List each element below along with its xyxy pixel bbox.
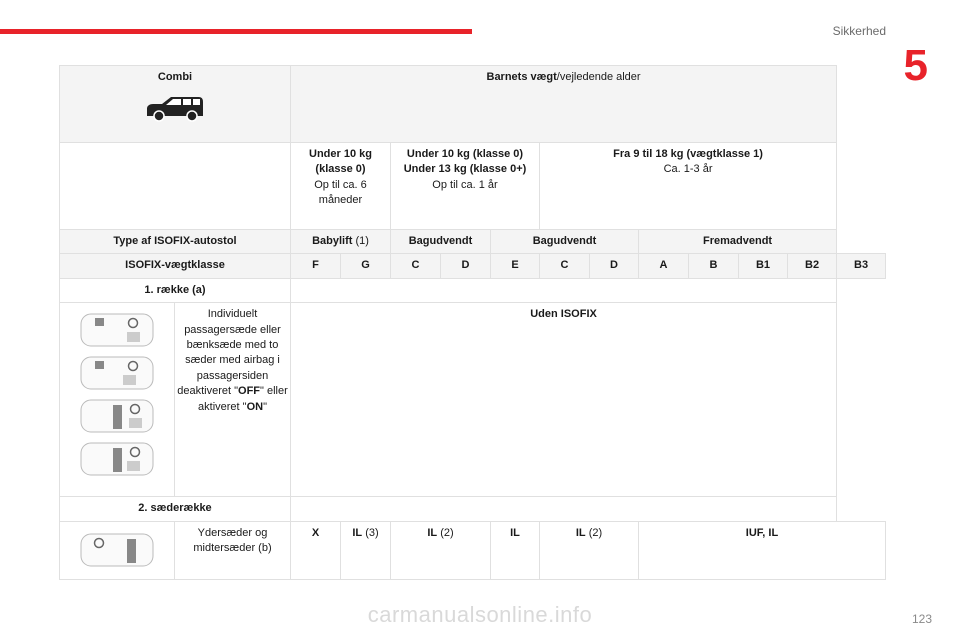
weight-group-2 (391, 143, 540, 230)
page-number: 123 (911, 612, 932, 626)
row2-value-2 (341, 521, 391, 579)
vehicle-name: Combi (157, 71, 193, 83)
type-bagudvendt-2: Bagudvendt (491, 230, 639, 254)
weight-header-cell (291, 66, 837, 143)
watermark: carmanualsonline.info (367, 602, 593, 627)
row2-value-2-code: IL (352, 526, 363, 539)
weights-empty-cell (60, 143, 291, 230)
row1-label: 1. række (a) (60, 278, 291, 302)
type-fremadvendt: Fremadvendt (639, 230, 837, 254)
row1-desc-a: Individuelt passagersæde eller bænksæde med to sæder med airbag i passagersiden deaktiveret " (177, 308, 281, 398)
weight-group-3-age: Ca. 1-3 år (663, 163, 713, 176)
car-side-icon (144, 95, 206, 123)
weight-group-1-age: Op til ca. 6 måneder (314, 178, 367, 207)
row2-value-3-note: (2) (440, 526, 454, 539)
weight-group-3-title: Fra 9 til 18 kg (vægtklasse 1) (613, 148, 763, 160)
row2-seat-icon-cell (60, 521, 175, 579)
weight-header-bold: Barnets vægt (486, 71, 557, 83)
row2-value-6: IUF, IL (639, 521, 886, 579)
class-cell: G (341, 254, 391, 278)
header-accent-bar (0, 29, 472, 34)
class-cell: D (590, 254, 639, 278)
seat-layout-icon (79, 530, 155, 570)
class-cell: C (391, 254, 441, 278)
type-row-label: Type af ISOFIX-autostol (60, 230, 291, 254)
seat-layout-icon (79, 353, 155, 393)
chapter-number: 5 (903, 41, 928, 90)
weight-header-rest: /vejledende alder (556, 71, 641, 83)
class-cell: B (689, 254, 739, 278)
row1-seat-icons (60, 303, 175, 497)
class-cell: B3 (837, 254, 886, 278)
class-cell: E (491, 254, 540, 278)
row2-value-1: X (291, 521, 341, 579)
row1-value: Uden ISOFIX (291, 303, 837, 497)
row2-value-3-code: IL (427, 526, 438, 539)
seat-layout-icon (79, 396, 155, 436)
row2-value-2-note: (3) (365, 526, 379, 539)
row2-value-5-note: (2) (588, 526, 603, 539)
isofix-table (59, 65, 886, 580)
row2-empty (291, 497, 837, 521)
weight-group-2-title-a: Under 10 kg (klasse 0) (406, 148, 524, 160)
row1-description (175, 303, 291, 497)
vehicle-cell (60, 66, 291, 143)
class-cell: C (540, 254, 590, 278)
row1-empty (291, 278, 837, 302)
row2-value-4: IL (491, 521, 540, 579)
row2-description: Ydersæder og midtersæder (b) (175, 521, 291, 579)
row2-value-5 (540, 521, 639, 579)
weight-group-2-title-b: Under 13 kg (klasse 0+) (403, 163, 527, 176)
type-bagudvendt-1: Bagudvendt (391, 230, 491, 254)
weight-group-1-title: Under 10 kg (klasse 0) (309, 148, 372, 176)
babylift-note: (1) (355, 235, 369, 247)
row1-desc-on: ON (246, 400, 264, 413)
row1-desc-off: OFF (238, 385, 261, 398)
row1-desc-b: " eller aktiveret " (198, 385, 288, 413)
class-cell: B1 (739, 254, 788, 278)
class-cell: F (291, 254, 341, 278)
class-cell: B2 (788, 254, 837, 278)
weight-group-3 (540, 143, 837, 230)
row1-desc-c: " (263, 400, 267, 413)
weight-group-1 (291, 143, 391, 230)
type-babylift (291, 230, 391, 254)
class-row-label: ISOFIX-vægtklasse (60, 254, 291, 278)
class-cell: D (441, 254, 491, 278)
weight-group-2-age: Op til ca. 1 år (432, 178, 498, 191)
seat-layout-icon (79, 310, 155, 350)
row2-label: 2. sæderække (60, 497, 291, 521)
seat-layout-icon (79, 439, 155, 479)
row2-value-5-code: IL (575, 526, 586, 539)
section-title: Sikkerhed (832, 24, 886, 38)
babylift-label: Babylift (312, 235, 353, 247)
row2-value-3 (391, 521, 491, 579)
class-cell: A (639, 254, 689, 278)
